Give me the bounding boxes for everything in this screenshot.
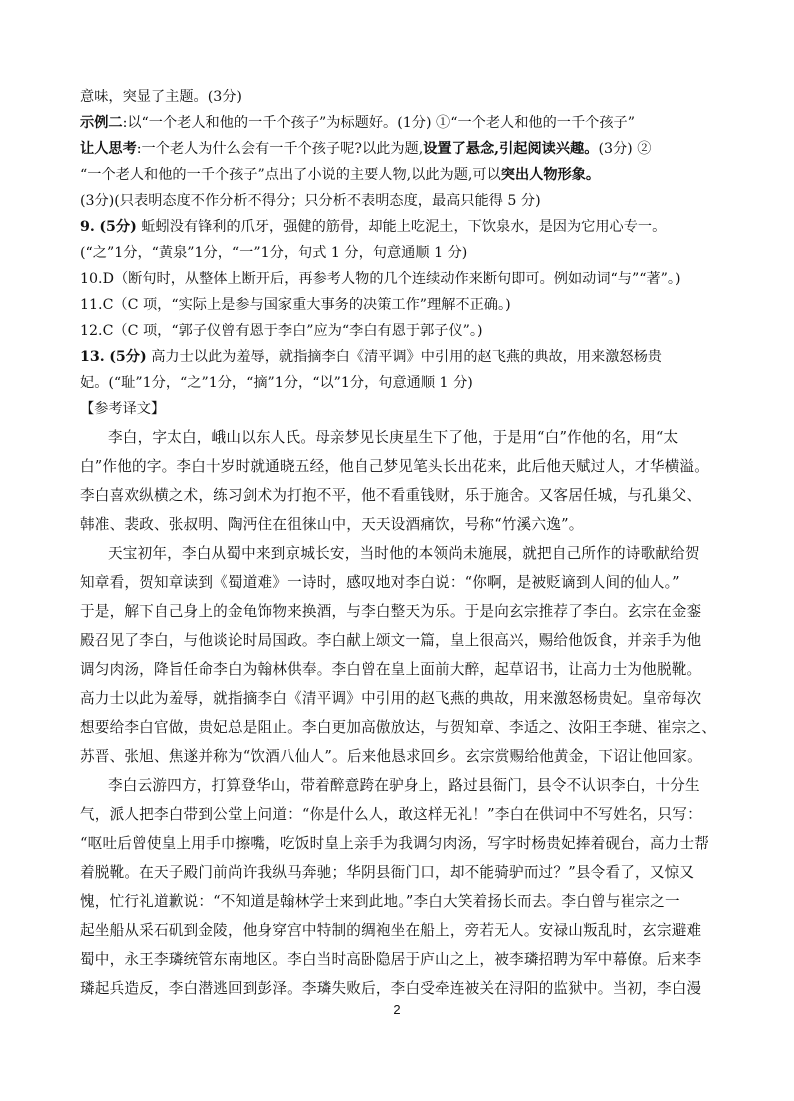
translation-line: 高力士以此为羞辱，就指摘李白《清平调》中引用的赵飞燕的典故，用来激怒杨贵妃。皇帝每次: [80, 690, 702, 707]
question-12: 12.C（C 项，“郭子仪曾有恩于李白”应为“李白有恩于郭子仪”。): [80, 323, 483, 339]
bold-phrase: 突出人物形象。: [500, 167, 601, 183]
translation-line: 璘起兵造反，李白潜逃回到彭泽。李璘失败后，李白受牵连被关在浔阳的监狱中。当初，李白漫: [80, 980, 702, 997]
question-13-scoring: 妃。(“耻”1分，“之”1分，“摘”1分，“以”1分，句意通顺 1 分): [80, 375, 473, 391]
question-points: (5分): [109, 349, 147, 365]
question-number: 9.: [80, 219, 95, 235]
translation-line: 韩准、裴政、张叔明、陶沔住在徂徕山中，天天设酒痛饮，号称“竹溪六逸”。: [80, 516, 584, 533]
translation-line: 于是，解下自己身上的金龟饰物来换酒，与李白整天为乐。于是向玄宗推荐了李白。玄宗在金銮: [80, 603, 702, 620]
question-text: 高力士以此为羞辱，就指摘李白《清平调》中引用的赵飞燕的典故，用来激怒杨贵: [151, 349, 662, 365]
translation-line: 白”作他的字。李白十岁时就通晓五经，他自己梦见笔头长出花来，此后他天赋过人，才华横溢。: [80, 458, 710, 475]
page-number: 2: [393, 1002, 401, 1017]
answer-text: (3分) ②: [598, 141, 652, 157]
question-9: [80, 217, 720, 237]
reference-translation-heading: 【参考译文】: [80, 401, 166, 417]
translation-line: 蜀中，永王李璘统管东南地区。李白当时高卧隐居于庐山之上，被李璘招聘为军中幕僚。后来李: [80, 951, 702, 968]
question-number: 13.: [80, 349, 105, 365]
question-11: 11.C（C 项，“实际上是参与国家重大事务的决策工作”理解不正确。): [80, 297, 511, 313]
translation-line: 殿召见了李白，与他谈论时局国政。李白献上颂文一篇，皇上很高兴，赐给他饭食，并亲手为他: [80, 632, 702, 649]
translation-line: 气，派人把李白带到公堂上问道：“你是什么人，敢这样无礼！”李白在供词中不写姓名，只写：: [80, 806, 702, 823]
example-two-label: 示例二: [80, 115, 123, 131]
question-10: 10.D（断句时，从整体上断开后，再参考人物的几个连续动作来断句即可。例如动词“与”“著”。): [80, 271, 681, 287]
translation-line: 天宝初年，李白从蜀中来到京城长安，当时他的本领尚未施展，就把自己所作的诗歌献给贺: [108, 545, 700, 562]
question-points: (5分): [99, 219, 137, 235]
question-text: 蚯蚓没有锋利的爪牙，强健的筋骨，却能上吃泥土，下饮泉水，是因为它用心专一。: [141, 219, 667, 235]
translation-line: 愧，忙行礼道歉说：“不知道是翰林学士来到此地。”李白大笑着扬长而去。李白曾与崔宗之一: [80, 893, 680, 910]
example-two-text: :以“一个老人和他的一千个孩子”为标题好。(1分) ①“一个老人和他的一千个孩子”: [122, 115, 635, 131]
answer-text: “一个老人和他的一千个孩子”点出了小说的主要人物,以此为题,可以: [80, 167, 501, 183]
translation-line: 调匀肉汤，降旨任命李白为翰林供奉。李白曾在皇上面前大醉，起草诏书，让高力士为他脱靴。: [80, 661, 702, 678]
translation-line: 苏晋、张旭、焦遂并称为“饮酒八仙人”。后来他恳求回乡。玄宗赏赐给他黄金，下诏让他回家。: [80, 748, 702, 765]
answer-text: :一个老人为什么会有一千个孩子呢?以此为题,: [136, 141, 424, 157]
translation-line: 想要给李白官做，贵妃总是阻止。李白更加高傲放达，与贺知章、李适之、汝阳王李琎、崔宗之、: [80, 719, 717, 736]
translation-line: “呕吐后曾使皇上用手巾擦嘴，吃饭时皇上亲手为我调匀肉汤，写字时杨贵妃捧着砚台，高力士帮: [80, 835, 710, 852]
answer-line: (3分)(只表明态度不作分析不得分；只分析不表明态度，最高只能得 5 分): [80, 193, 541, 209]
translation-line: 知章看，贺知章读到《蜀道难》一诗时，感叹地对李白说：“你啊，是被贬谪到人间的仙人。”: [80, 574, 680, 591]
question-13: [80, 347, 720, 367]
bold-phrase: 让人思考: [80, 141, 137, 157]
translation-line: 李白，字太白，峨山以东人氏。母亲梦见长庚星生下了他，于是用“白”作他的名，用“太: [108, 429, 679, 446]
translation-line: 李白云游四方，打算登华山，带着醉意跨在驴身上，路过县衙门，县令不认识李白，十分生: [108, 777, 700, 794]
translation-line: 李白喜欢纵横之术，练习剑术为打抱不平，他不看重钱财，乐于施舍。又客居任城，与孔巢父、: [80, 487, 702, 504]
translation-line: 着脱靴。在天子殿门前尚许我纵马奔驰；华阴县衙门口，却不能骑驴而过？”县令看了，又惊又: [80, 864, 695, 881]
translation-line: 起坐船从采石矶到金陵，他身穿宫中特制的绸袍坐在船上，旁若无人。安禄山叛乱时，玄宗避难: [80, 922, 702, 939]
bold-phrase: 设置了悬念,引起阅读兴趣。: [423, 141, 599, 157]
example-two-line: [80, 113, 720, 133]
answer-line: [80, 139, 720, 159]
answer-line: [80, 165, 720, 185]
answer-line: 意味，突显了主题。(3分): [80, 89, 242, 105]
question-9-scoring: (“之”1分，“黄泉”1分，“一”1分，句式 1 分，句意通顺 1 分): [80, 245, 468, 261]
